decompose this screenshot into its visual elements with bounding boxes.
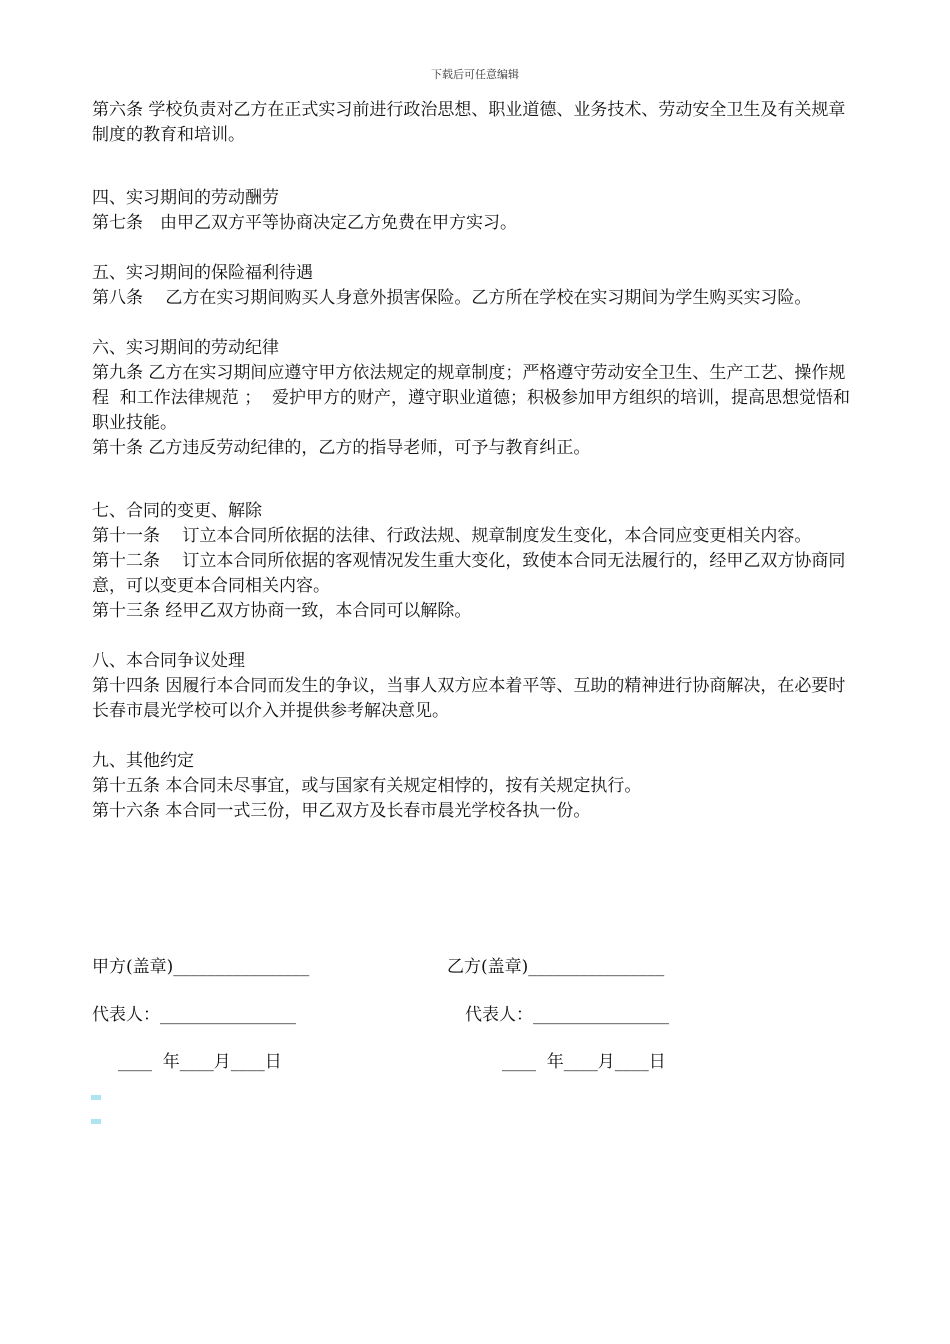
party-a-date-line: ____ 年____月____日	[118, 1052, 282, 1072]
highlight-marker	[91, 1119, 101, 1124]
article-12: 第十二条 订立本合同所依据的客观情况发生重大变化，致使本合同无法履行的，经甲乙双方协商同意，可以变更本合同相关内容。	[92, 551, 846, 596]
highlight-marker	[91, 1095, 101, 1100]
article-14: 第十四条 因履行本合同而发生的争议，当事人双方应本着平等、互助的精神进行协商解决，在必要时长春市晨光学校可以介入并提供参考解决意见。	[92, 676, 846, 721]
party-a-representative-line: 代表人：________________	[92, 1005, 296, 1025]
party-b-representative-line: 代表人：________________	[465, 1005, 669, 1025]
section-7-title: 七、合同的变更、解除	[92, 501, 262, 521]
party-b-seal-line: 乙方(盖章)________________	[447, 957, 665, 977]
party-a-seal-line: 甲方(盖章)________________	[92, 957, 310, 977]
article-10: 第十条 乙方违反劳动纪律的，乙方的指导老师，可予与教育纠正。	[92, 438, 591, 458]
article-6: 第六条 学校负责对乙方在正式实习前进行政治思想、职业道德、业务技术、劳动安全卫生及有关规章制度的教育和培训。	[92, 100, 846, 145]
article-16: 第十六条 本合同一式三份，甲乙双方及长春市晨光学校各执一份。	[92, 801, 591, 821]
article-7: 第七条 由甲乙双方平等协商决定乙方免费在甲方实习。	[92, 213, 517, 233]
party-b-date-line: ____ 年____月____日	[502, 1052, 666, 1072]
article-13: 第十三条 经甲乙双方协商一致，本合同可以解除。	[92, 601, 472, 621]
section-4-title: 四、实习期间的劳动酬劳	[92, 188, 279, 208]
contract-body	[92, 98, 862, 824]
section-6-title: 六、实习期间的劳动纪律	[92, 338, 279, 358]
article-8: 第八条 乙方在实习期间购买人身意外损害保险。乙方所在学校在实习期间为学生购买实习险。	[92, 288, 812, 308]
article-9: 第九条 乙方在实习期间应遵守甲方依法规定的规章制度；严格遵守劳动安全卫生、生产工艺、操作规程 和工作法律规范 ； 爱护甲方的财产，遵守职业道德；积极参加甲方组织的培训，提高思想觉悟和职业技能。	[92, 363, 851, 433]
page-header-note: 下载后可任意编辑	[431, 68, 519, 81]
article-11: 第十一条 订立本合同所依据的法律、行政法规、规章制度发生变化，本合同应变更相关内容。	[92, 526, 812, 546]
section-9-title: 九、其他约定	[92, 751, 194, 771]
section-8-title: 八、本合同争议处理	[92, 651, 245, 671]
section-5-title: 五、实习期间的保险福利待遇	[92, 263, 313, 283]
article-15: 第十五条 本合同未尽事宜，或与国家有关规定相悖的，按有关规定执行。	[92, 776, 642, 796]
